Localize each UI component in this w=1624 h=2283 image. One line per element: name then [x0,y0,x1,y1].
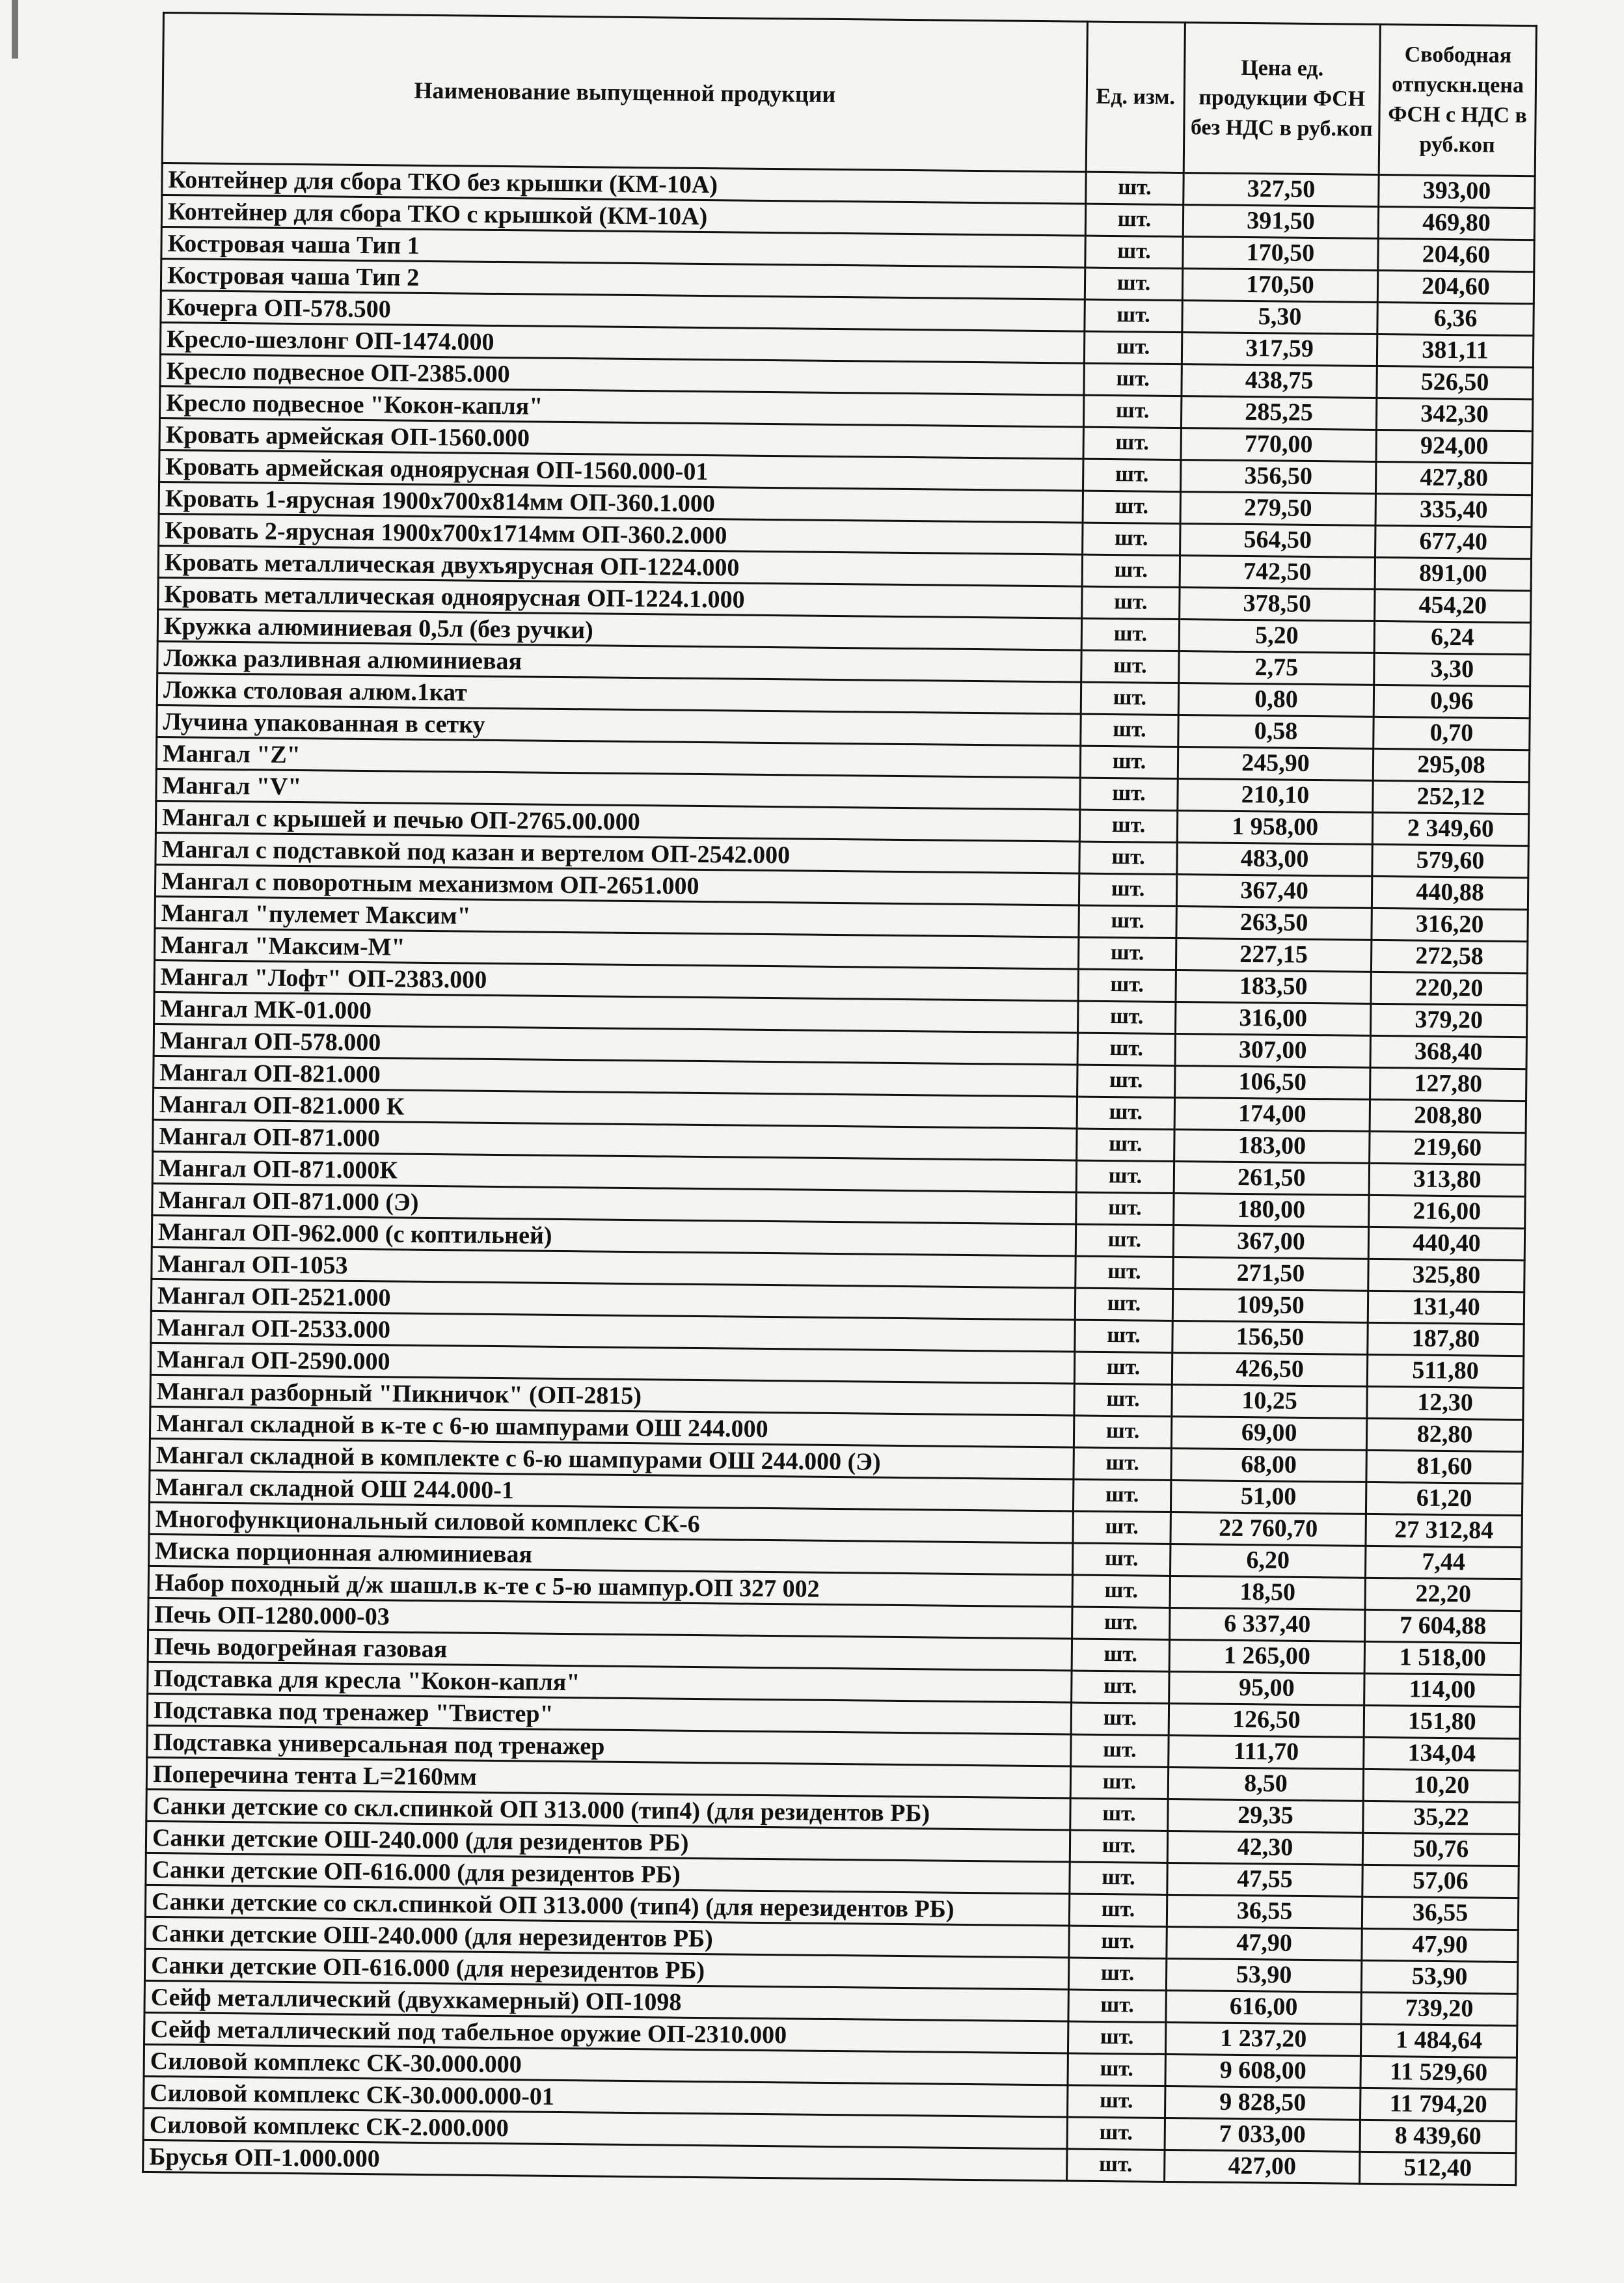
price-with-vat-cell: 891,00 [1375,557,1531,590]
product-name-cell: Мангал "Лофт" ОП-2383.000 [154,960,1078,1001]
price-with-vat-cell: 316,20 [1372,908,1528,941]
price-with-vat-cell: 427,80 [1375,461,1532,495]
unit-cell: шт. [1080,746,1178,778]
product-name-cell: Мангал ОП-821.000 К [153,1087,1077,1128]
price-no-vat-cell: 367,40 [1176,875,1372,909]
product-name-cell: Сейф металлический (двухкамерный) ОП-1098 [144,1980,1068,2021]
unit-cell: шт. [1085,299,1182,332]
price-no-vat-cell: 29,35 [1168,1799,1363,1833]
price-no-vat-cell: 106,50 [1175,1066,1370,1100]
price-with-vat-cell: 151,80 [1364,1705,1520,1738]
product-name-cell: Мангал разборный "Пикничок" (ОП-2815) [150,1374,1074,1415]
price-no-vat-cell: 183,00 [1174,1130,1370,1164]
unit-cell: шт. [1074,1352,1172,1384]
price-no-vat-cell: 109,50 [1172,1289,1368,1322]
price-with-vat-cell: 11 529,60 [1360,2056,1517,2089]
unit-cell: шт. [1081,650,1179,683]
price-with-vat-cell: 295,08 [1373,748,1529,782]
product-name-cell: Санки детские ОП-616.000 (для нерезидентов РБ) [144,1948,1068,1989]
price-with-vat-cell: 6,36 [1377,302,1534,335]
price-with-vat-cell: 1 484,64 [1360,2024,1517,2057]
unit-cell: шт. [1076,1256,1173,1289]
price-no-vat-cell: 356,50 [1180,460,1375,494]
price-no-vat-cell: 47,55 [1167,1863,1362,1896]
price-no-vat-cell: 10,25 [1172,1384,1367,1418]
price-with-vat-cell: 53,90 [1361,1960,1517,1993]
price-no-vat-cell: 426,50 [1172,1352,1367,1386]
unit-cell: шт. [1071,1734,1169,1767]
unit-cell: шт. [1077,1065,1175,1097]
price-with-vat-cell: 511,80 [1367,1354,1523,1388]
price-no-vat-cell: 285,25 [1181,396,1376,430]
product-name-cell: Санки детские ОШ-240.000 (для нерезидентов РБ) [145,1917,1069,1958]
price-with-vat-cell: 187,80 [1368,1322,1524,1356]
unit-cell: шт. [1084,363,1182,396]
product-name-cell: Мангал ОП-962.000 (с коптильней) [152,1215,1076,1256]
price-no-vat-cell: 327,50 [1184,173,1379,207]
price-no-vat-cell: 271,50 [1173,1257,1368,1291]
product-name-cell: Мангал с подставкой под казан и вертелом ОП-2542.000 [156,832,1079,873]
product-name-cell: Набор походный д/ж шашл.в к-те с 5-ю шампур.ОП 327 002 [148,1566,1072,1607]
price-with-vat-cell: 7 604,88 [1365,1609,1521,1643]
product-name-cell: Санки детские ОП-616.000 (для резидентов РБ) [146,1853,1070,1894]
price-with-vat-cell: 6,24 [1374,621,1530,654]
product-name-cell: Контейнер для сбора ТКО с крышкой (КМ-10А) [161,195,1085,236]
price-no-vat-cell: 263,50 [1176,907,1372,940]
price-with-vat-cell: 454,20 [1375,589,1531,622]
price-no-vat-cell: 6,20 [1171,1544,1366,1578]
price-with-vat-cell: 368,40 [1370,1035,1526,1069]
unit-cell: шт. [1071,1702,1169,1735]
unit-cell: шт. [1072,1671,1169,1703]
unit-cell: шт. [1074,1384,1172,1416]
unit-cell: шт. [1083,395,1181,428]
price-no-vat-cell: 1 265,00 [1169,1639,1364,1673]
price-no-vat-cell: 616,00 [1166,1990,1361,2024]
product-name-cell: Кровать 1-ярусная 1900х700х814мм ОП-360.1.000 [159,482,1083,523]
product-name-cell: Кружка алюминиевая 0,5л (без ручки) [157,609,1081,650]
price-with-vat-cell: 381,11 [1377,334,1533,367]
header-price-no-vat: Цена ед. продукции ФСН без НДС в руб.коп [1184,23,1380,175]
price-with-vat-cell: 131,40 [1368,1291,1524,1324]
product-name-cell: Мангал складной в комплекте с 6-ю шампурами ОШ 244.000 (Э) [150,1438,1074,1479]
price-with-vat-cell: 0,70 [1374,717,1530,750]
unit-cell: шт. [1082,554,1180,587]
unit-cell: шт. [1079,873,1176,906]
price-no-vat-cell: 0,80 [1178,683,1374,717]
unit-cell: шт. [1084,331,1182,364]
unit-cell: шт. [1074,1415,1171,1448]
price-no-vat-cell: 9 608,00 [1165,2054,1360,2088]
price-no-vat-cell: 18,50 [1170,1576,1365,1609]
price-no-vat-cell: 51,00 [1171,1480,1366,1514]
price-no-vat-cell: 174,00 [1174,1098,1370,1132]
price-no-vat-cell: 8,50 [1168,1767,1363,1801]
product-name-cell: Мангал ОП-2521.000 [151,1279,1075,1320]
unit-cell: шт. [1067,2117,1165,2150]
price-no-vat-cell: 2,75 [1179,651,1374,685]
product-name-cell: Кресло подвесное ОП-2385.000 [160,354,1084,395]
price-no-vat-cell: 53,90 [1166,1958,1361,1992]
unit-cell: шт. [1083,523,1180,555]
price-no-vat-cell: 1 958,00 [1177,811,1372,845]
product-name-cell: Мангал "Z" [156,737,1080,778]
price-no-vat-cell: 210,10 [1178,779,1373,813]
price-with-vat-cell: 469,80 [1378,206,1534,239]
product-name-cell: Кровать 2-ярусная 1900х700х1714мм ОП-360.2.000 [159,513,1083,554]
product-name-cell: Мангал ОП-871.000К [152,1151,1076,1192]
product-name-cell: Санки детские со скл.спинкой ОП 313.000 (тип4) (для резидентов РБ) [146,1789,1070,1830]
price-no-vat-cell: 742,50 [1180,556,1375,590]
price-with-vat-cell: 81,60 [1366,1450,1522,1483]
price-with-vat-cell: 10,20 [1363,1769,1519,1802]
price-with-vat-cell: 208,80 [1370,1099,1526,1132]
product-name-cell: Мангал "V" [156,769,1080,810]
price-with-vat-cell: 526,50 [1377,366,1533,399]
product-name-cell: Силовой комплекс СК-30.000.000 [144,2044,1068,2085]
price-no-vat-cell: 22 760,70 [1171,1512,1366,1546]
product-name-cell: Мангал с поворотным механизмом ОП-2651.000 [155,864,1079,905]
unit-cell: шт. [1078,969,1176,1002]
unit-cell: шт. [1076,1192,1174,1225]
product-name-cell: Контейнер для сбора ТКО без крышки (КМ-10А) [162,163,1086,204]
product-name-cell: Костровая чаша Тип 2 [161,258,1085,299]
price-no-vat-cell: 438,75 [1182,364,1377,398]
price-with-vat-cell: 1 518,00 [1364,1641,1521,1675]
price-no-vat-cell: 170,50 [1182,269,1377,303]
unit-cell: шт. [1081,682,1178,715]
unit-cell: шт. [1083,427,1181,459]
header-price-with-vat: Свободная отпускн.цена ФСН с НДС в руб.коп [1379,24,1536,176]
price-no-vat-cell: 279,50 [1180,492,1375,526]
price-no-vat-cell: 156,50 [1172,1320,1368,1354]
price-no-vat-cell: 126,50 [1169,1703,1364,1737]
unit-cell: шт. [1077,1097,1174,1129]
unit-cell: шт. [1070,1766,1168,1799]
product-name-cell: Мангал складной в к-те с 6-ю шампурами ОШ 244.000 [150,1406,1074,1447]
page-scan-edge [12,0,18,59]
price-no-vat-cell: 7 033,00 [1165,2118,1360,2152]
price-no-vat-cell: 227,15 [1176,938,1371,972]
unit-cell: шт. [1072,1639,1169,1671]
price-with-vat-cell: 739,20 [1361,1992,1517,2025]
price-with-vat-cell: 127,80 [1370,1067,1526,1100]
product-name-cell: Мангал с крышей и печью ОП-2765.00.000 [156,800,1079,841]
price-no-vat-cell: 427,00 [1165,2150,1360,2183]
product-name-cell: Лучина упакованная в сетку [157,705,1081,746]
price-with-vat-cell: 252,12 [1373,780,1529,813]
product-name-cell: Сейф металлический под табельное оружие ОП-2310.000 [144,2012,1068,2053]
price-with-vat-cell: 47,90 [1362,1928,1518,1962]
price-no-vat-cell: 69,00 [1171,1416,1366,1450]
product-name-cell: Ложка столовая алюм.1кат [157,673,1081,714]
price-no-vat-cell: 42,30 [1167,1831,1362,1865]
unit-cell: шт. [1077,1033,1175,1065]
unit-cell: шт. [1083,459,1180,491]
price-with-vat-cell: 0,96 [1374,685,1530,718]
price-with-vat-cell: 12,30 [1367,1386,1523,1419]
unit-cell: шт. [1081,714,1178,746]
unit-cell: шт. [1068,2021,1165,2054]
price-with-vat-cell: 61,20 [1366,1482,1522,1515]
price-with-vat-cell: 57,06 [1362,1865,1519,1898]
price-no-vat-cell: 170,50 [1183,237,1378,271]
price-no-vat-cell: 0,58 [1178,715,1374,749]
product-name-cell: Подставка универсальная под тренажер [147,1725,1071,1766]
price-no-vat-cell: 6 337,40 [1170,1607,1365,1641]
price-no-vat-cell: 367,00 [1173,1225,1368,1259]
price-with-vat-cell: 22,20 [1365,1578,1521,1611]
unit-cell: шт. [1074,1447,1171,1480]
price-no-vat-cell: 5,30 [1182,301,1377,335]
product-name-cell: Мангал ОП-821.000 [154,1056,1077,1097]
table-body [143,163,1536,2185]
price-no-vat-cell: 5,20 [1179,620,1374,653]
price-no-vat-cell: 68,00 [1171,1448,1366,1482]
price-with-vat-cell: 579,60 [1372,844,1528,877]
price-with-vat-cell: 512,40 [1360,2152,1516,2185]
price-no-vat-cell: 180,00 [1174,1194,1369,1227]
unit-cell: шт. [1079,841,1177,874]
price-no-vat-cell: 391,50 [1183,205,1378,239]
unit-cell: шт. [1085,204,1183,236]
price-with-vat-cell: 272,58 [1371,940,1527,973]
price-with-vat-cell: 204,60 [1377,270,1534,303]
product-name-cell: Мангал ОП-871.000 (Э) [152,1183,1076,1224]
table-header [162,13,1536,176]
header-row [162,13,1536,176]
unit-cell: шт. [1081,618,1179,651]
product-name-cell: Силовой комплекс СК-2.000.000 [143,2108,1067,2149]
product-name-cell: Мангал ОП-1053 [152,1247,1076,1288]
product-name-cell: Кресло подвесное "Кокон-капля" [160,386,1084,427]
product-name-cell: Мангал "Максим-М" [155,928,1079,969]
price-with-vat-cell: 35,22 [1363,1801,1519,1834]
price-with-vat-cell: 11 794,20 [1360,2088,1516,2121]
product-name-cell: Ложка разливная алюминиевая [157,641,1081,682]
unit-cell: шт. [1083,491,1180,523]
unit-cell: шт. [1069,1926,1167,1958]
product-name-cell: Кровать металлическая двухъярусная ОП-1224.000 [158,545,1082,586]
product-name-cell: Кресло-шезлонг ОП-1474.000 [160,322,1084,363]
price-no-vat-cell: 9 828,50 [1165,2086,1360,2120]
price-with-vat-cell: 7,44 [1365,1546,1521,1579]
unit-cell: шт. [1069,1894,1167,1926]
unit-cell: шт. [1085,236,1183,268]
price-with-vat-cell: 313,80 [1369,1163,1525,1196]
header-unit: Ед. изм. [1086,21,1185,172]
price-with-vat-cell: 677,40 [1375,525,1532,558]
price-with-vat-cell: 82,80 [1366,1418,1522,1451]
product-name-cell: Печь ОП-1280.000-03 [148,1598,1072,1639]
unit-cell: шт. [1070,1798,1168,1831]
product-name-cell: Подставка под тренажер "Твистер" [147,1693,1071,1734]
product-name-cell: Костровая чаша Тип 1 [161,226,1085,267]
unit-cell: шт. [1078,937,1176,970]
price-with-vat-cell: 50,76 [1362,1833,1519,1866]
product-name-cell: Миска порционная алюминиевая [149,1534,1073,1575]
price-no-vat-cell: 36,55 [1167,1894,1362,1928]
price-with-vat-cell: 114,00 [1364,1673,1521,1706]
price-no-vat-cell: 378,50 [1180,588,1375,622]
price-with-vat-cell: 219,60 [1370,1131,1526,1164]
price-with-vat-cell: 335,40 [1375,493,1532,526]
price-no-vat-cell: 770,00 [1181,428,1376,462]
unit-cell: шт. [1067,2149,1165,2181]
product-name-cell: Мангал ОП-578.000 [154,1024,1077,1065]
price-no-vat-cell: 317,59 [1182,333,1377,366]
product-name-cell: Брусья ОП-1.000.000 [143,2140,1067,2181]
price-with-vat-cell: 325,80 [1368,1259,1524,1292]
product-name-cell: Подставка для кресла "Кокон-капля" [148,1661,1072,1702]
header-product-name: Наименование выпущенной продукции [162,13,1087,172]
price-no-vat-cell: 564,50 [1180,524,1375,558]
product-name-cell: Мангал складной ОШ 244.000-1 [150,1470,1074,1511]
unit-cell: шт. [1068,2053,1165,2086]
price-with-vat-cell: 204,60 [1378,238,1534,271]
price-no-vat-cell: 261,50 [1174,1162,1369,1196]
unit-cell: шт. [1072,1607,1170,1639]
unit-cell: шт. [1073,1511,1171,1544]
price-with-vat-cell: 220,20 [1371,972,1527,1005]
unit-cell: шт. [1079,810,1177,842]
unit-cell: шт. [1082,586,1180,619]
price-with-vat-cell: 924,00 [1376,430,1532,463]
unit-cell: шт. [1076,1224,1173,1257]
unit-cell: шт. [1075,1288,1172,1320]
price-no-vat-cell: 95,00 [1169,1671,1364,1705]
product-name-cell: Мангал ОП-2533.000 [151,1311,1075,1352]
unit-cell: шт. [1086,172,1184,204]
product-name-cell: Кровать армейская одноярусная ОП-1560.000-01 [159,450,1083,491]
unit-cell: шт. [1078,1001,1176,1033]
unit-cell: шт. [1080,778,1178,810]
unit-cell: шт. [1068,1958,1166,1990]
unit-cell: шт. [1077,1128,1174,1161]
unit-cell: шт. [1070,1862,1167,1894]
product-name-cell: Кровать металлическая одноярусная ОП-1224.1.000 [158,577,1082,618]
product-name-cell: Мангал "пулемет Максим" [155,896,1079,937]
price-with-vat-cell: 3,30 [1374,653,1530,686]
price-with-vat-cell: 393,00 [1379,174,1535,208]
price-no-vat-cell: 307,00 [1175,1034,1370,1068]
unit-cell: шт. [1073,1479,1171,1512]
unit-cell: шт. [1075,1320,1172,1352]
product-name-cell: Многофункциональный силовой комплекс СК-6 [149,1502,1073,1543]
product-name-cell: Поперечина тента L=2160мм [146,1757,1070,1798]
product-name-cell: Санки детские со скл.спинкой ОП 313.000 (тип4) (для нерезидентов РБ) [145,1885,1069,1926]
price-no-vat-cell: 111,70 [1169,1735,1364,1769]
product-name-cell: Кочерга ОП-578.500 [161,290,1085,331]
product-name-cell: Санки детские ОШ-240.000 (для резидентов РБ) [146,1821,1070,1862]
price-no-vat-cell: 1 237,20 [1165,2022,1360,2056]
product-name-cell: Мангал ОП-871.000 [153,1119,1077,1160]
unit-cell: шт. [1068,1989,1166,2022]
price-with-vat-cell: 216,00 [1369,1195,1525,1228]
unit-cell: шт. [1072,1575,1170,1607]
price-with-vat-cell: 134,04 [1364,1737,1520,1770]
unit-cell: шт. [1073,1543,1171,1576]
price-no-vat-cell: 47,90 [1167,1926,1362,1960]
unit-cell: шт. [1068,2085,1165,2118]
product-name-cell: Мангал МК-01.000 [154,992,1078,1033]
price-with-vat-cell: 27 312,84 [1366,1514,1522,1547]
price-table [142,12,1537,2186]
product-name-cell: Мангал ОП-2590.000 [150,1343,1074,1384]
price-no-vat-cell: 483,00 [1177,843,1372,877]
unit-cell: шт. [1076,1160,1174,1193]
price-no-vat-cell: 316,00 [1175,1002,1370,1036]
product-name-cell: Кровать армейская ОП-1560.000 [159,418,1083,459]
price-with-vat-cell: 2 349,60 [1372,812,1528,845]
unit-cell: шт. [1085,267,1182,300]
unit-cell: шт. [1070,1830,1167,1863]
product-name-cell: Печь водогрейная газовая [148,1630,1072,1671]
price-with-vat-cell: 379,20 [1370,1004,1526,1037]
price-with-vat-cell: 342,30 [1376,398,1532,431]
price-with-vat-cell: 440,88 [1372,876,1528,909]
price-no-vat-cell: 245,90 [1178,747,1373,781]
price-with-vat-cell: 36,55 [1362,1896,1518,1930]
price-with-vat-cell: 8 439,60 [1360,2120,1516,2153]
unit-cell: шт. [1079,905,1176,938]
price-with-vat-cell: 440,40 [1368,1227,1524,1260]
product-name-cell: Силовой комплекс СК-30.000.000-01 [144,2076,1068,2117]
price-no-vat-cell: 183,50 [1176,970,1371,1004]
